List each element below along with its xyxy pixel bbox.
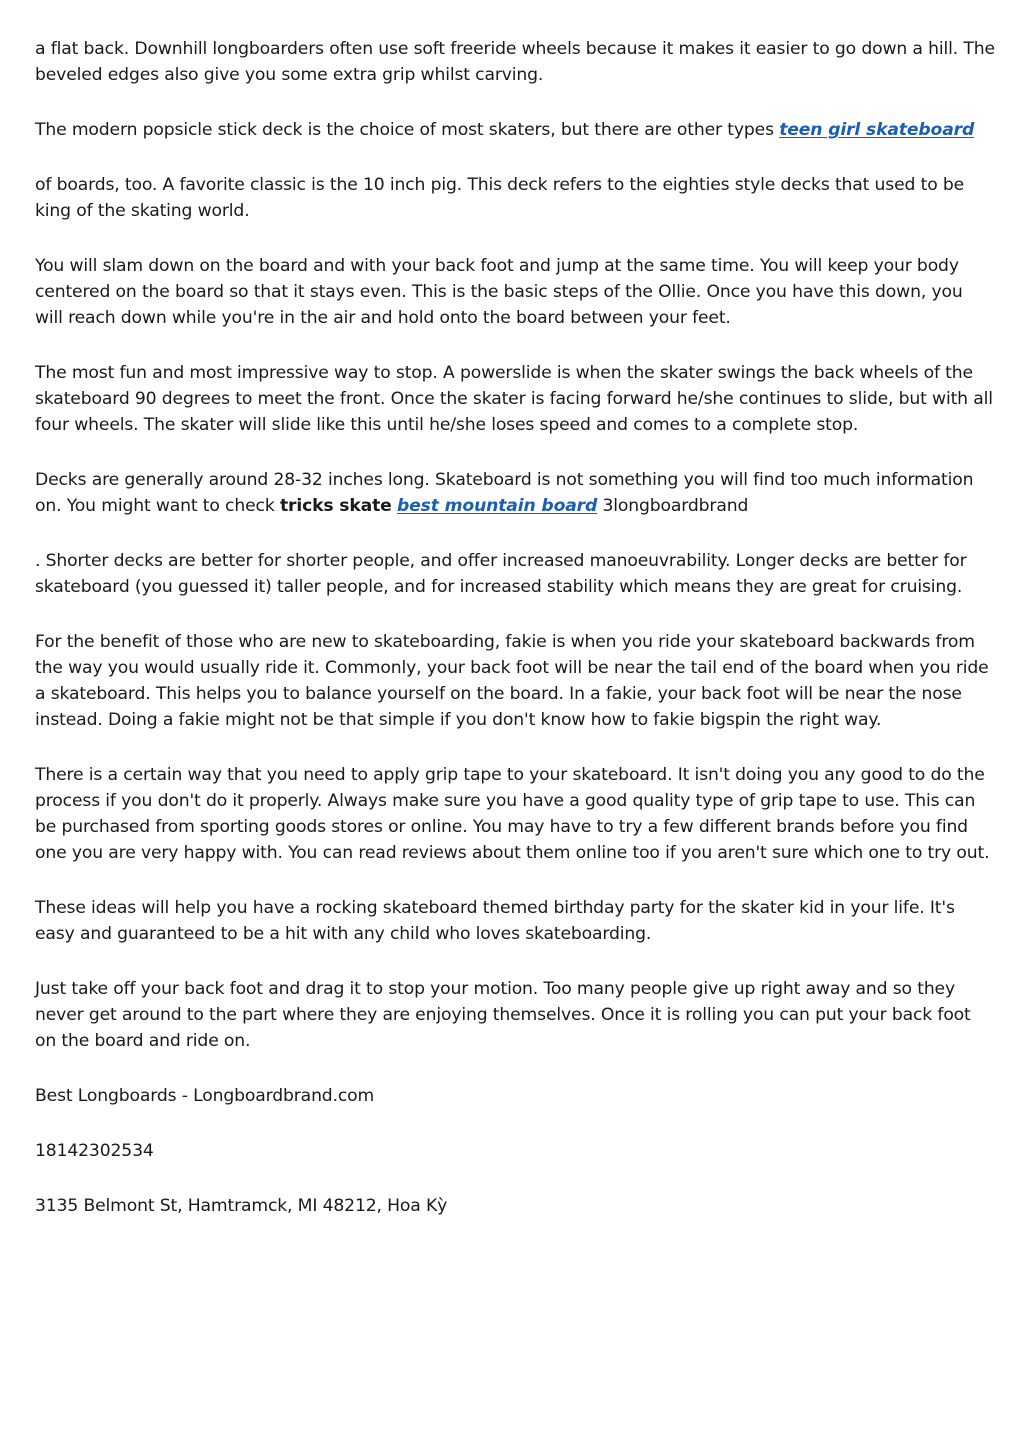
paragraph-wheels: a flat back. Downhill longboarders often use soft freeride wheels because it makes it easier to go down a hill. The beveled edges also give you some extra grip whilst carving.: [35, 39, 995, 85]
paragraph-deck-size: . Shorter decks are better for shorter people, and offer increased manoeuvrability. Longer decks are better for skateboard (you guessed it) taller people, and for increased stability which means they are great for cruising.: [35, 551, 967, 597]
paragraph-stopping: Just take off your back foot and drag it to stop your motion. Too many people give up right away and so they never get around to the part where they are enjoying themselves. Once it is rolling you can put your back foot on the board and ride on.: [35, 979, 971, 1051]
paragraph-ollie: You will slam down on the board and with your back foot and jump at the same time. You will keep your body centered on the board so that it stays even. This is the basic steps of the Ollie. Once you have this down, you will reach down while you're in the air and hold onto the board between your feet.: [35, 256, 963, 328]
paragraph-powerslide: The most fun and most impressive way to stop. A powerslide is when the skater swings the back wheels of the skateboard 90 degrees to meet the front. Once the skater is facing forward he/she continues to slide, but with all four wheels. The skater will slide like this until he/she loses speed and comes to a complete stop.: [35, 363, 993, 435]
paragraph-grip-tape: There is a certain way that you need to apply grip tape to your skateboard. It isn't doing you any good to do the process if you don't do it properly. Always make sure you have a good quality type of grip tape to use. This can be purchased from sporting goods stores or online. You may have to try a few different brands before you find one you are very happy with. You can read reviews about them online too if you aren't sure which one to try out.: [35, 765, 990, 863]
paragraph-deck-length-text: Decks are generally around 28-32 inches long. Skateboard is not something you will find too much information on. You might want to check: [35, 470, 974, 516]
paragraph-deck-length-after: 3longboardbrand: [597, 496, 749, 516]
link-teen-girl-skateboard[interactable]: teen girl skateboard: [779, 120, 975, 140]
paragraph-deck-length: [35, 467, 995, 519]
business-phone: 18142302534: [35, 1141, 154, 1161]
paragraph-popsicle-deck: [35, 117, 995, 143]
link-best-mountain-board[interactable]: best mountain board: [397, 496, 598, 516]
bold-tricks-skate: tricks skate: [279, 496, 392, 516]
paragraph-birthday-party: These ideas will help you have a rocking skateboard themed birthday party for the skater kid in your life. It's easy and guaranteed to be a hit with any child who loves skateboarding.: [35, 898, 955, 944]
business-name: Best Longboards - Longboardbrand.com: [35, 1086, 375, 1106]
business-address: 3135 Belmont St, Hamtramck, MI 48212, Hoa Kỳ: [35, 1196, 448, 1216]
document-body: [35, 36, 995, 1248]
paragraph-pig-deck: of boards, too. A favorite classic is the 10 inch pig. This deck refers to the eighties style decks that used to be king of the skating world.: [35, 175, 965, 221]
paragraph-fakie: For the benefit of those who are new to skateboarding, fakie is when you ride your skateboard backwards from the way you would usually ride it. Commonly, your back foot will be near the tail end of the board when you ride a skateboard. This helps you to balance yourself on the board. In a fakie, your back foot will be near the nose instead. Doing a fakie might not be that simple if you don't know how to fakie bigspin the right way.: [35, 632, 989, 730]
paragraph-popsicle-deck-text: The modern popsicle stick deck is the choice of most skaters, but there are other types: [35, 120, 780, 140]
